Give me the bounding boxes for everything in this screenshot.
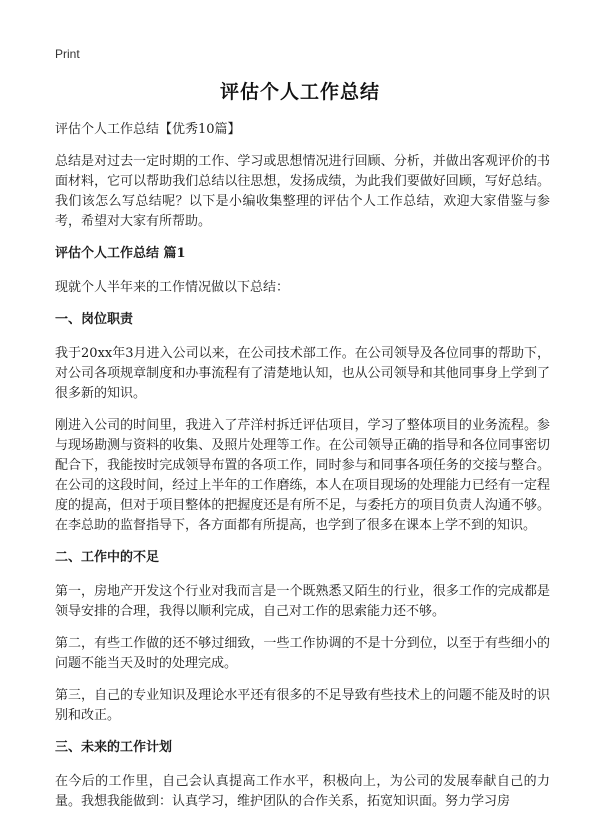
intro-paragraph: 总结是对过去一定时期的工作、学习或思想情况进行回顾、分析，并做出客观评价的书面材料，它可以帮助我们总结以往思想，发扬成绩，为此我们要做好回顾，写好总结。我们该怎么写总结呢？以下是小编收集整理的评估个人工作总结，欢迎大家借鉴与参考，希望对大家有所帮助。 bbox=[55, 154, 550, 229]
section-heading-duties: 一、岗位职责 bbox=[55, 312, 134, 327]
paragraph: 在今后的工作里，自己会认真提高工作水平，积极向上，为公司的发展奉献自己的力量。我想我能做到：认真学习，维护团队的合作关系，拓宽知识面。努力学习房 bbox=[55, 774, 550, 809]
paragraph: 第一，房地产开发这个行业对我而言是一个既熟悉又陌生的行业，很多工作的完成都是领导安排的合理，我得以顺利完成，自己对工作的思索能力还不够。 bbox=[55, 584, 550, 619]
paragraph: 第三，自己的专业知识及理论水平还有很多的不足导致有些技术上的问题不能及时的识别和改正。 bbox=[55, 688, 550, 723]
section-heading-future-plan: 三、未来的工作计划 bbox=[55, 740, 173, 755]
paragraph: 我于20xx年3月进入公司以来，在公司技术部工作。在公司领导及各位同事的帮助下，对公司各项规章制度和办事流程有了清楚地认知，也从公司领导和其他同事身上学到了很多新的知识。 bbox=[55, 346, 550, 401]
article-heading: 评估个人工作总结 篇1 bbox=[55, 246, 186, 261]
section-heading-shortcomings: 二、工作中的不足 bbox=[55, 550, 160, 565]
paragraph: 第二，有些工作做的还不够过细致，一些工作协调的不是十分到位，以至于有些细小的问题不能当天及时的处理完成。 bbox=[55, 636, 550, 671]
document-subtitle: 评估个人工作总结【优秀10篇】 bbox=[55, 122, 241, 137]
print-link[interactable]: Print bbox=[55, 47, 80, 61]
page-title: 评估个人工作总结 bbox=[219, 81, 380, 103]
document-body bbox=[55, 120, 550, 824]
opening-paragraph: 现就个人半年来的工作情况做以下总结： bbox=[55, 280, 290, 295]
paragraph: 刚进入公司的时间里，我进入了芹洋村拆迁评估项目，学习了整体项目的业务流程。参与现场勘测与资料的收集、及照片处理等工作。在公司领导正确的指导和各位同事密切配合下，我能按时完成领导布置的各项工作，同时参与和同事各项任务的交接与整合。在公司的这段时间，经过上半年的工作磨练，本人在项目现场的处理能力已经有一定程度的提高，但对于项目整体的把握度还是有所不足，与委托方的项目负责人沟通不够。在李总助的监督指导下，各方面都有所提高，也学到了很多在课本上学不到的知识。 bbox=[55, 418, 550, 533]
